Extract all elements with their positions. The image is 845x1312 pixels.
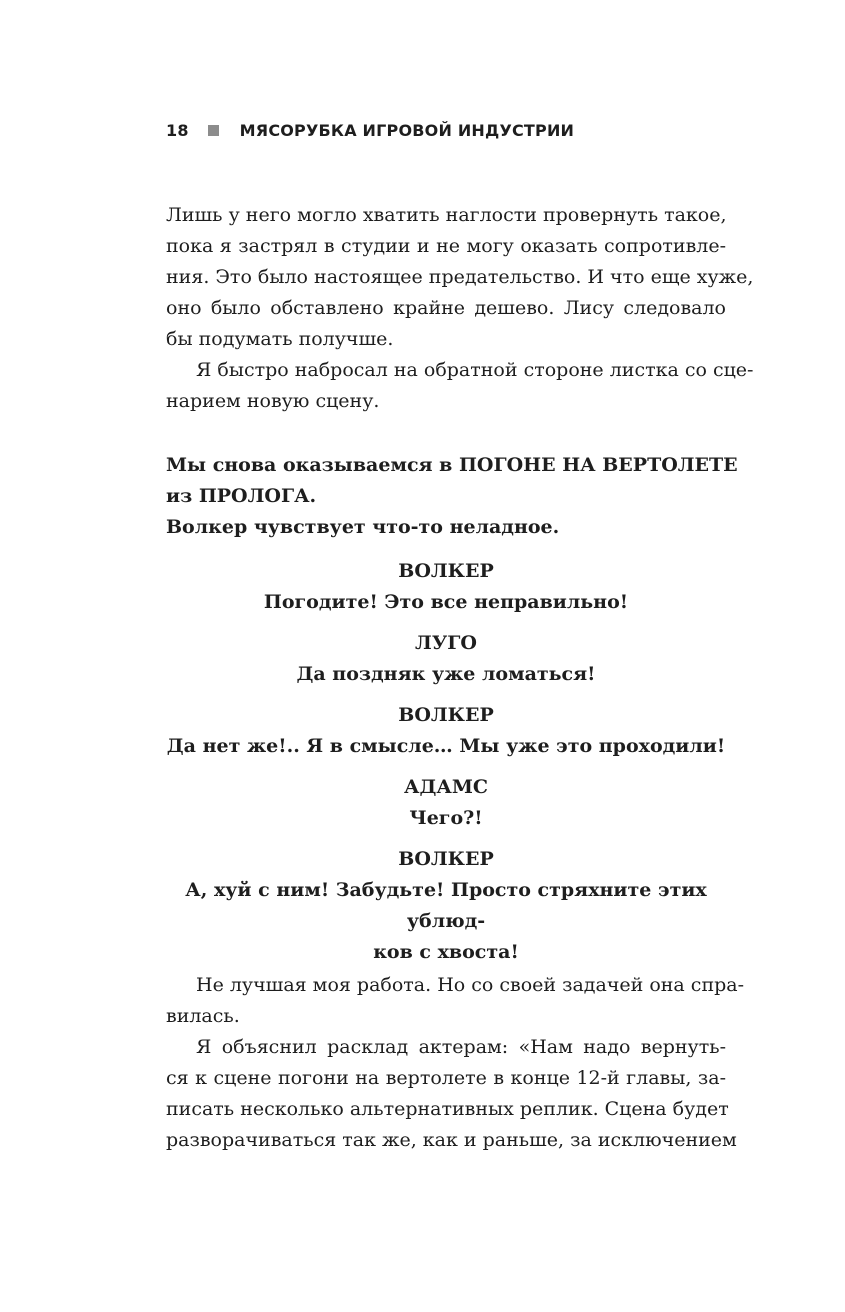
dialogue-line: ков с хвоста! <box>373 941 519 963</box>
dialogue-line: Погодите! Это все неправильно! <box>263 591 629 613</box>
dialogue-cue <box>166 844 726 968</box>
running-header <box>166 121 574 140</box>
paragraph-4-line: ся к сцене погони на вертолете в конце 12-й главы, за- <box>166 1067 726 1089</box>
speaker-name: ЛУГО <box>415 632 477 654</box>
speaker-name: ВОЛКЕР <box>398 848 494 870</box>
book-title: МЯСОРУБКА ИГРОВОЙ ИНДУСТРИИ <box>239 121 575 140</box>
paragraph-1-line: оно было обставлено крайне дешево. Лису следовало <box>166 297 726 319</box>
scene-direction-line: из ПРОЛОГА. <box>166 485 317 507</box>
paragraph-4-line: писать несколько альтернативных реплик. Сцена будет <box>166 1098 729 1120</box>
paragraph-1-line: ния. Это было настоящее предательство. И что еще хуже, <box>166 266 754 288</box>
dialogue-line: Да нет же!.. Я в смысле… Мы уже это проходили! <box>166 735 726 757</box>
square-icon <box>208 125 219 136</box>
scene-direction-line: Волкер чувствует что-то неладное. <box>166 516 560 538</box>
paragraph-1 <box>166 200 754 355</box>
scene-direction <box>166 450 738 543</box>
dialogue-line: Да поздняк уже ломаться! <box>296 663 596 685</box>
dialogue-line: Чего?! <box>409 807 483 829</box>
scene-direction-line: Мы снова оказываемся в ПОГОНЕ НА ВЕРТОЛЕТЕ <box>166 454 738 476</box>
speaker-name: ВОЛКЕР <box>398 560 494 582</box>
paragraph-2 <box>166 355 754 417</box>
paragraph-4 <box>166 1032 737 1156</box>
paragraph-2-line: нарием новую сцену. <box>166 390 380 412</box>
paragraph-4-line: Я объяснил расклад актерам: «Нам надо вернуть- <box>196 1036 726 1058</box>
speaker-name: АДАМС <box>404 776 488 798</box>
dialogue-cue <box>166 772 726 834</box>
paragraph-3 <box>166 970 745 1032</box>
dialogue-line: А, хуй с ним! Забудьте! Просто стряхните этих ублюд- <box>185 879 707 932</box>
paragraph-3-line: вилась. <box>166 1005 240 1027</box>
paragraph-1-line: пока я застрял в студии и не могу оказать сопротивле- <box>166 235 726 257</box>
paragraph-4-line: разворачиваться так же, как и раньше, за исключением <box>166 1129 737 1151</box>
speaker-name: ВОЛКЕР <box>398 704 494 726</box>
paragraph-1-line: Лишь у него могло хватить наглости провернуть такое, <box>166 204 727 226</box>
page-number: 18 <box>166 121 189 140</box>
paragraph-1-line: бы подумать получше. <box>166 328 394 350</box>
dialogue-cue <box>166 556 726 618</box>
paragraph-3-line: Не лучшая моя работа. Но со своей задачей она спра- <box>196 974 745 996</box>
paragraph-2-line: Я быстро набросал на обратной стороне листка со сце- <box>196 359 754 381</box>
dialogue-cue <box>166 628 726 690</box>
dialogue-cue <box>166 700 726 762</box>
